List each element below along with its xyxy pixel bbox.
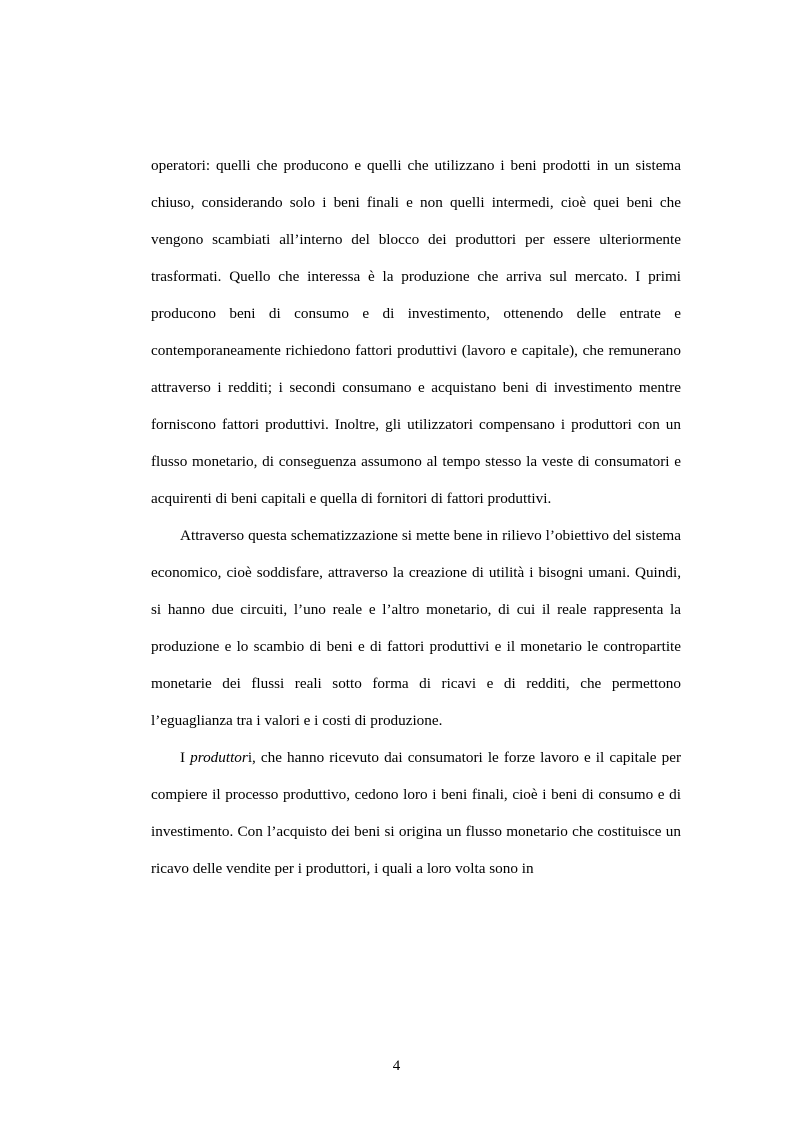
body-text — [151, 147, 681, 887]
paragraph-text: Attraverso questa schematizzazione si mette bene in rilievo l’obiettivo del sistema economico, cioè soddisfare, attraverso la creazione di utilità i bisogni umani. Quindi, si hanno due circuiti, l’uno reale e l’altro monetario, di cui il reale rappresenta la produzione e lo scambio di beni e di fattori produttivi e il monetario le contropartite monetarie dei flussi reali sotto forma di ricavi e di redditi, che permettono l’eguaglianza tra i valori e i costi di produzione. — [151, 527, 681, 729]
paragraph-text: operatori: quelli che producono e quelli che utilizzano i beni prodotti in un sistema chiuso, considerando solo i beni finali e non quelli intermedi, cioè quei beni che vengono scambiati all’interno del blocco dei produttori per essere ulteriormente trasformati. Quello che interessa è la produzione che arriva sul mercato. I primi producono beni di consumo e di investimento, ottenendo delle entrate e contemporaneamente richiedono fattori produttivi (lavoro e capitale), che remunerano attraverso i redditi; i secondi consumano e acquistano beni di investimento mentre forniscono fattori produttivi. Inoltre, gli utilizzatori compensano i produttori con un flusso monetario, di conseguenza assumono al tempo stesso la veste di consumatori e acquirenti di beni capitali e quella di fornitori di fattori produttivi. — [151, 157, 681, 507]
paragraph-text: I — [180, 749, 191, 766]
paragraph-1 — [151, 147, 681, 517]
italic-term: produttor — [190, 749, 248, 766]
paragraph-3 — [151, 739, 681, 887]
paragraph-text: i, che hanno ricevuto dai consumatori le forze lavoro e il capitale per compiere il processo produttivo, cedono loro i beni finali, cioè i beni di consumo e di investimento. Con l’acquisto dei beni si origina un flusso monetario che costituisce un ricavo delle vendite per i produttori, i quali a loro volta sono in — [151, 749, 682, 877]
page-number: 4 — [392, 1058, 401, 1074]
paragraph-2 — [151, 517, 681, 739]
